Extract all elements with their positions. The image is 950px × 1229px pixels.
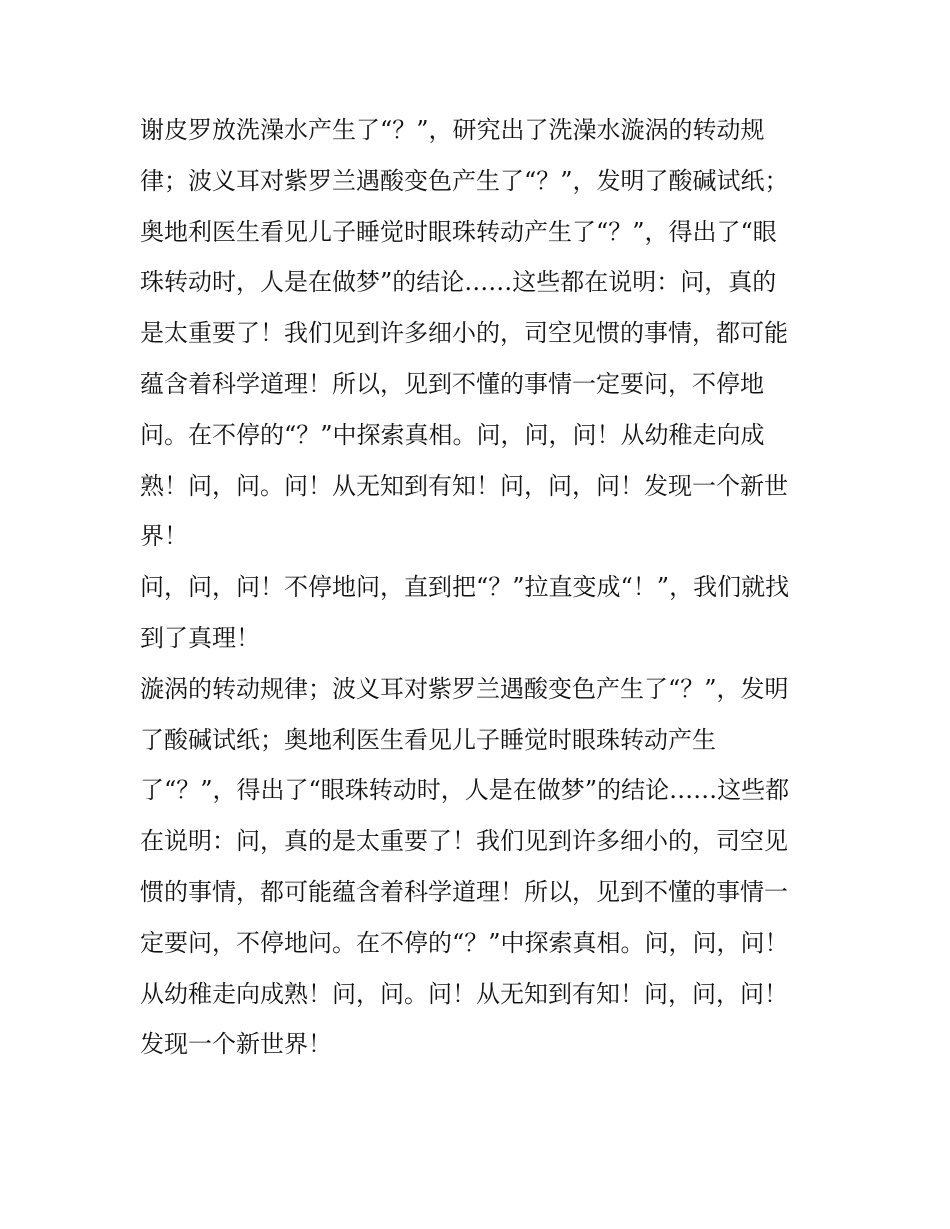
- text-line: 定要问，不停地问。在不停的“？”中探索真相。问，问，问！: [140, 928, 789, 957]
- text-line: 了“？”，得出了“眼珠转动时，人是在做梦”的结论……这些都: [140, 776, 790, 805]
- text-line: 问，问，问！不停地问，直到把“？”拉直变成“！”，我们就找: [140, 573, 790, 602]
- text-line: 在说明：问，真的是太重要了！我们见到许多细小的，司空见: [140, 827, 788, 856]
- text-line: 惯的事情，都可能蕴含着科学道理！所以，见到不懂的事情一: [140, 877, 788, 906]
- text-line: 谢皮罗放洗澡水产生了“？”，研究出了洗澡水漩涡的转动规: [140, 116, 765, 144]
- text-line: 是太重要了！我们见到许多细小的，司空见惯的事情，都可能: [140, 319, 788, 348]
- text-line: 熟！问，问。问！从无知到有知！问，问，问！发现一个新世: [140, 471, 788, 500]
- text-line: 从幼稚走向成熟！问，问。问！从无知到有知！问，问，问！: [140, 979, 788, 1008]
- text-line: 珠转动时，人是在做梦”的结论……这些都在说明：问，真的: [140, 268, 777, 297]
- text-line: 问。在不停的“？”中探索真相。问，问，问！从幼稚走向成: [140, 420, 765, 449]
- text-line: 奥地利医生看见儿子睡觉时眼珠转动产生了“？”，得出了“眼: [140, 217, 777, 246]
- body-text: [140, 105, 820, 1070]
- text-line: 界！: [140, 522, 188, 551]
- text-line: 律；波义耳对紫罗兰遇酸变色产生了“？”，发明了酸碱试纸；: [140, 166, 789, 195]
- text-line: 发现一个新世界！: [140, 1030, 332, 1059]
- text-line: 到了真理！: [140, 623, 260, 652]
- text-line: 漩涡的转动规律；波义耳对紫罗兰遇酸变色产生了“？”，发明: [140, 674, 789, 703]
- text-line: 蕴含着科学道理！所以，见到不懂的事情一定要问，不停地: [140, 369, 764, 398]
- text-line: 了酸碱试纸；奥地利医生看见儿子睡觉时眼珠转动产生: [140, 725, 716, 754]
